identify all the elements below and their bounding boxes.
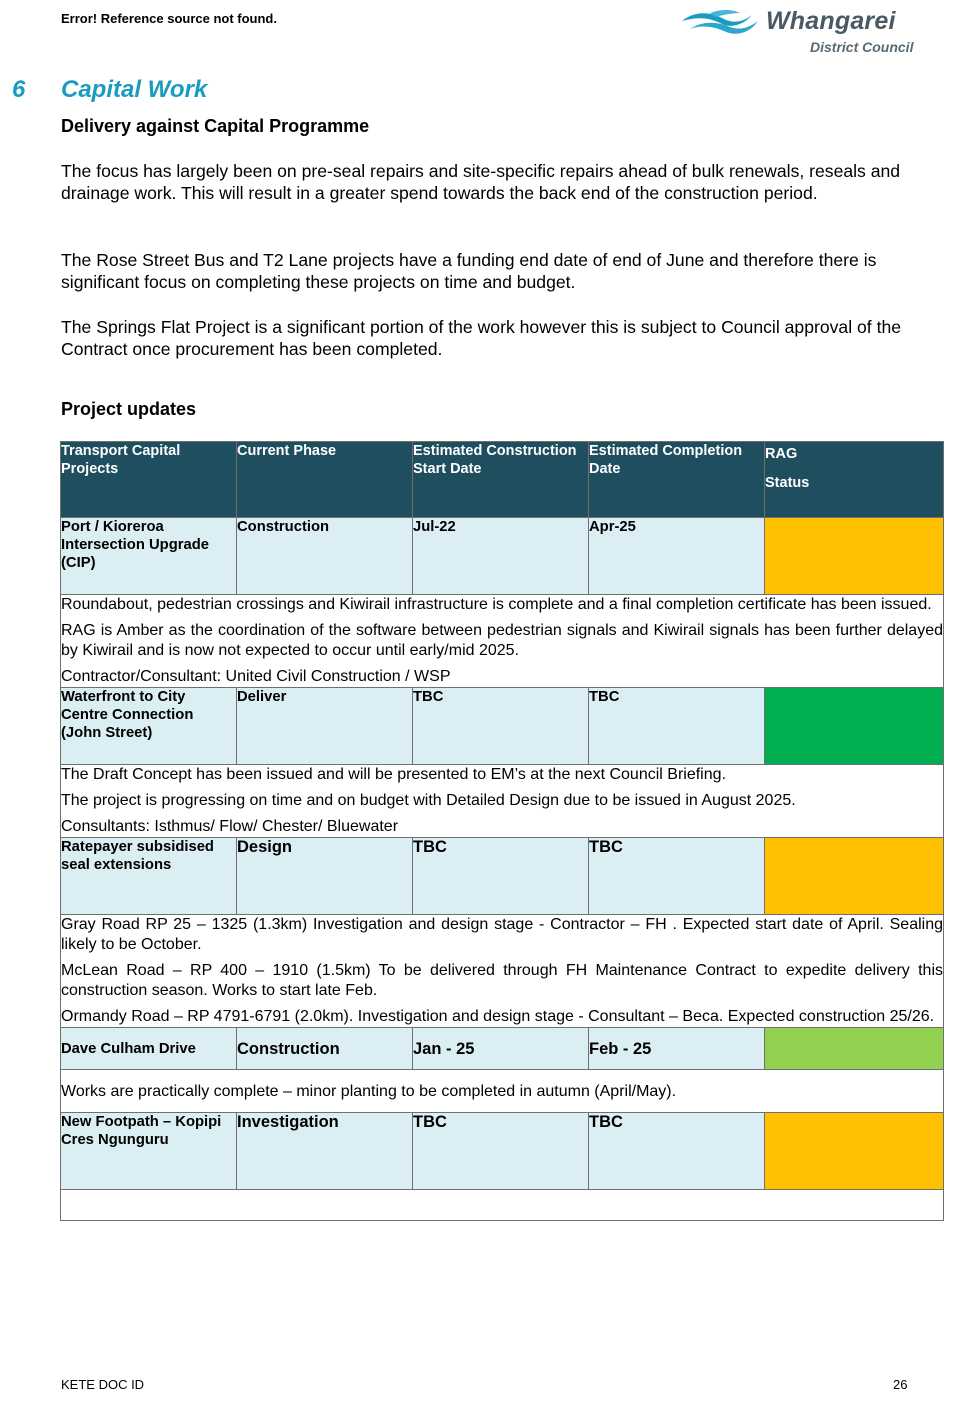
project-start: TBC <box>413 1113 589 1190</box>
project-phase: Design <box>237 838 413 915</box>
header-completion-date: Estimated Completion Date <box>589 442 765 518</box>
project-row <box>61 688 944 765</box>
project-row <box>61 838 944 915</box>
note-text: Works are practically complete – minor planting to be completed in autumn (April/May). <box>61 1083 677 1100</box>
project-start: Jan - 25 <box>413 1028 589 1070</box>
project-row <box>61 518 944 595</box>
section-title: Capital Work <box>61 76 208 103</box>
project-notes <box>61 915 944 1028</box>
logo-name: Whangarei <box>766 7 896 35</box>
project-phase: Construction <box>237 518 413 595</box>
page-number: 26 <box>893 1377 908 1392</box>
note-text: McLean Road – RP 400 – 1910 (1.5km) To be delivered through FH Maintenance Contract to expedite delivery this construction season. Works to start late Feb. <box>61 962 943 999</box>
note-text: Roundabout, pedestrian crossings and Kiwirail infrastructure is complete and a final completion certificate has been issued. <box>61 596 932 613</box>
project-completion: TBC <box>589 838 765 915</box>
header-error-text: Error! Reference source not found. <box>61 11 277 26</box>
table-header-row <box>61 442 944 518</box>
project-name: Waterfront to City Centre Connection (John Street) <box>61 688 237 765</box>
capital-projects-table <box>60 441 944 1221</box>
project-notes-empty <box>61 1190 944 1221</box>
header-rag: RAG <box>765 446 798 462</box>
project-completion: TBC <box>589 1113 765 1190</box>
project-row <box>61 1028 944 1070</box>
rag-status-cell <box>765 688 944 765</box>
header-phase: Current Phase <box>237 442 413 518</box>
project-notes <box>61 765 944 838</box>
project-notes-row <box>61 1070 944 1113</box>
note-text: The project is progressing on time and on budget with Detailed Design due to be issued in August 2025. <box>61 792 796 809</box>
rag-status-cell <box>765 1028 944 1070</box>
logo-subtitle: District Council <box>810 39 914 55</box>
project-phase: Investigation <box>237 1113 413 1190</box>
paragraph: The focus has largely been on pre-seal repairs and site-specific repairs ahead of bulk renewals, reseals and drainage work. This will result in a greater spend towards the back end of the construction period. <box>61 161 901 203</box>
paragraph: The Rose Street Bus and T2 Lane projects have a funding end date of end of June and therefore there is significant focus on completing these projects on time and budget. <box>61 250 877 292</box>
project-notes <box>61 595 944 688</box>
note-text: Contractor/Consultant: United Civil Construction / WSP <box>61 668 451 685</box>
project-start: TBC <box>413 688 589 765</box>
project-name: Dave Culham Drive <box>61 1028 237 1070</box>
project-start: Jul-22 <box>413 518 589 595</box>
project-notes-row <box>61 595 944 688</box>
note-text: Ormandy Road – RP 4791-6791 (2.0km). Investigation and design stage - Consultant – Beca. Expected construction 25/26. <box>61 1008 935 1025</box>
header-start-date: Estimated Construction Start Date <box>413 442 589 518</box>
project-row <box>61 1113 944 1190</box>
project-notes <box>61 1070 944 1113</box>
project-name: Ratepayer subsidised seal extensions <box>61 838 237 915</box>
header-rag-status <box>765 442 944 518</box>
council-logo <box>680 5 920 60</box>
note-text: RAG is Amber as the coordination of the software between pedestrian signals and Kiwirail signals has been further delayed by Kiwirail and is now not expected to occur until early/mid 2025. <box>61 622 943 659</box>
footer-doc-id: KETE DOC ID <box>61 1377 145 1392</box>
header-projects: Transport Capital Projects <box>61 442 237 518</box>
project-phase: Construction <box>237 1028 413 1070</box>
project-start: TBC <box>413 838 589 915</box>
rag-status-cell <box>765 1113 944 1190</box>
project-phase: Deliver <box>237 688 413 765</box>
project-name: New Footpath – Kopipi Cres Ngunguru <box>61 1113 237 1190</box>
project-completion: Feb - 25 <box>589 1028 765 1070</box>
project-notes-row <box>61 915 944 1028</box>
project-name: Port / Kioreroa Intersection Upgrade (CIP) <box>61 518 237 595</box>
section-number: 6 <box>12 76 26 103</box>
rag-status-cell <box>765 518 944 595</box>
wave-logo-icon <box>680 7 764 39</box>
project-completion: TBC <box>589 688 765 765</box>
note-text: Consultants: Isthmus/ Flow/ Chester/ Bluewater <box>61 818 399 835</box>
project-completion: Apr-25 <box>589 518 765 595</box>
note-text: Gray Road RP 25 – 1325 (1.3km) Investigation and design stage - Contractor – FH . Expected start date of April. Sealing likely to be October. <box>61 916 943 953</box>
note-text: The Draft Concept has been issued and will be presented to EM’s at the next Council Briefing. <box>61 766 726 783</box>
project-notes-row <box>61 1190 944 1221</box>
project-updates-heading: Project updates <box>61 399 197 419</box>
subheading: Delivery against Capital Programme <box>61 116 370 136</box>
project-notes-row <box>61 765 944 838</box>
paragraph: The Springs Flat Project is a significant portion of the work however this is subject to Council approval of the Contract once procurement has been completed. <box>61 317 902 359</box>
rag-status-cell <box>765 838 944 915</box>
header-status: Status <box>765 475 810 491</box>
